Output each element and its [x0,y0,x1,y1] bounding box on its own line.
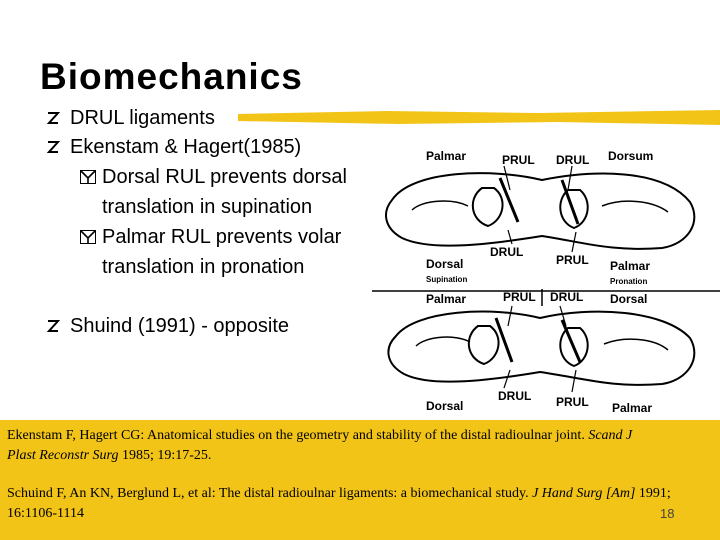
bullet-ekenstam-hagert [46,133,376,162]
reference-text: Ekenstam F, Hagert CG: Anatomical studies on the geometry and stability of the distal radioulnar joint. [7,428,589,443]
label-drul-bottom: DRUL [498,389,532,403]
drul-diagram [372,140,720,422]
reference-citation: 1991; 16:1106-1114 [7,486,671,521]
z-bullet-icon [46,319,60,333]
bullet-text: Shuind (1991) - opposite [70,315,290,337]
z-bullet-icon [46,140,60,154]
label-dorsal-bottom: Dorsal [426,399,464,413]
label-prul-top: PRUL [502,153,535,167]
label-drul-top-lower: DRUL [490,245,524,259]
sub-bullet-palmar-rul [46,222,376,282]
bullet-text: DRUL ligaments [70,107,215,129]
reference-citation: 1985; 19:17-25. [118,448,212,463]
label-drul-mid: DRUL [550,290,584,304]
label-palmar-top: Palmar [426,149,467,163]
label-prul-top-lower: PRUL [556,253,589,267]
label-drul-top: DRUL [556,153,590,167]
sub-bullet-text: Dorsal RUL prevents dorsal translation in supination [102,166,347,218]
label-prul-bottom: PRUL [556,395,589,409]
page-number: 18 [660,506,675,521]
reference-ekenstam [7,426,647,466]
label-palmar-bottom: Palmar [612,401,653,415]
y-bullet-icon [80,170,96,184]
label-palmar-mid: Palmar [426,292,467,306]
label-palmar-right: Palmar [610,259,651,273]
bullet-list [46,104,376,341]
sub-bullet-dorsal-rul [46,162,376,222]
references-panel [0,420,720,540]
sub-bullet-text: Palmar RUL prevents volar translation in pronation [102,226,342,278]
bullet-text: Ekenstam & Hagert(1985) [70,136,302,158]
slide-title: Biomechanics [40,56,303,97]
label-pronation: Pronation [610,277,648,286]
y-bullet-icon [80,230,96,244]
reference-schuind [7,484,707,524]
reference-text: Schuind F, An KN, Berglund L, et al: The distal radioulnar ligaments: a biomechanical study. [7,486,533,501]
label-dorsal-mid: Dorsal [610,292,648,306]
pronation-cross-section [388,312,694,385]
reference-journal: J Hand Surg [Am] [532,486,636,501]
bullet-drul-ligaments [46,104,376,133]
label-dorsal-top: Dorsal [426,257,464,271]
supination-cross-section [386,173,694,249]
z-bullet-icon [46,111,60,125]
label-dorsum-top: Dorsum [608,149,654,163]
label-supination: Supination [426,275,468,284]
label-prul-mid: PRUL [503,290,536,304]
reference-journal: Scand J Plast Reconstr Surg [7,428,633,463]
bullet-shuind [46,312,376,341]
